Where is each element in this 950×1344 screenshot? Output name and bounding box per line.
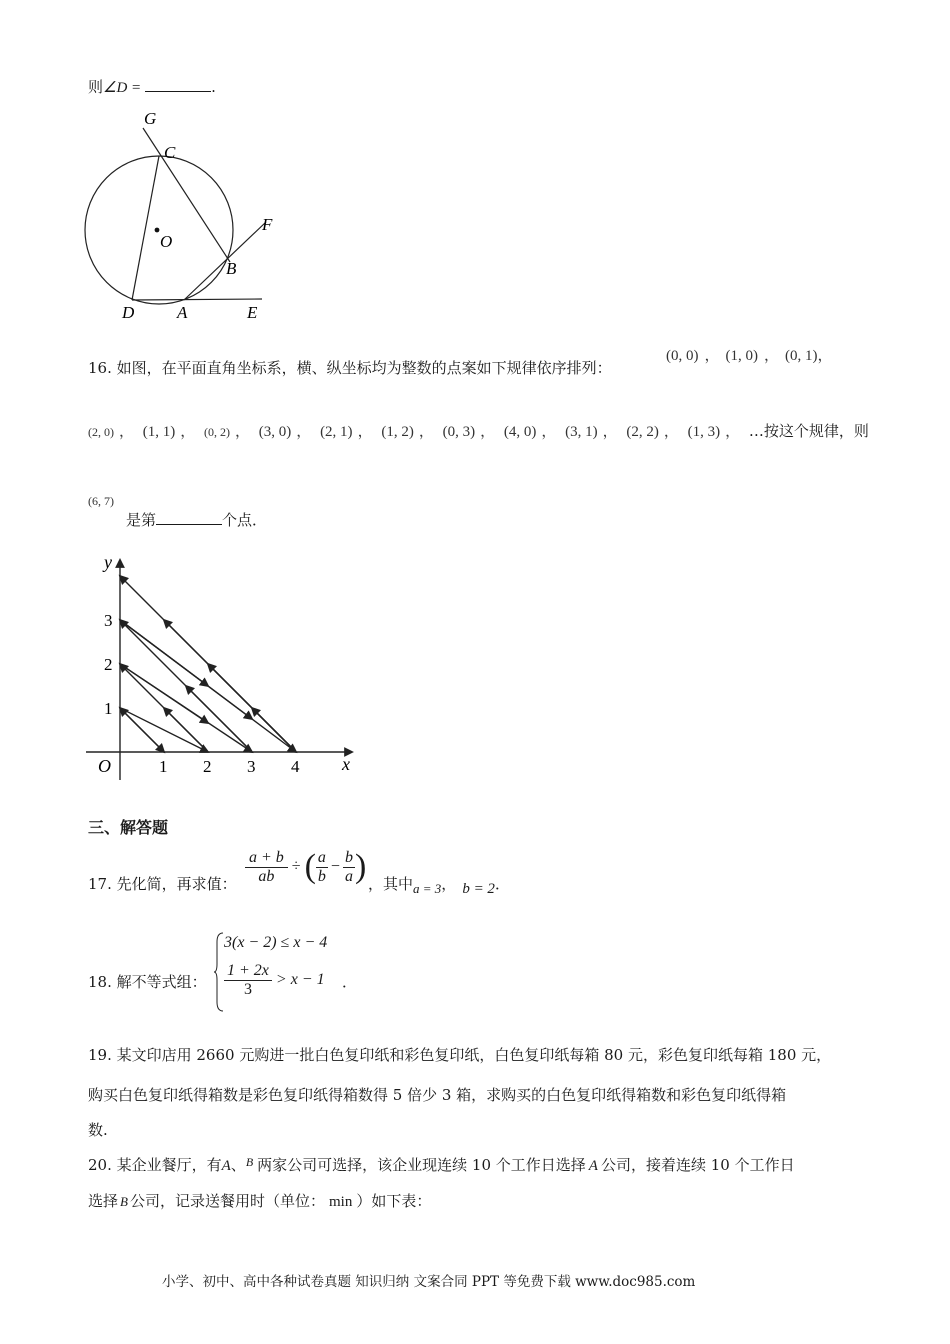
- seq-item: (0, 2): [204, 425, 231, 439]
- seq-sep: ，: [725, 424, 741, 440]
- q16-target: (6, 7): [88, 494, 114, 508]
- seq-sep: ，: [296, 424, 312, 440]
- q20-l2c: ）如下表：: [356, 1192, 432, 1210]
- point-o: [155, 228, 160, 233]
- y-tick: 1: [104, 699, 113, 718]
- q19-line2: 购买白色复印纸得箱数是彩色复印纸得箱数得 5 倍少 3 箱，求购买的白色复印纸得箱数和彩色复印纸得箱: [88, 1086, 787, 1104]
- q20-p3: 公司，接着连续 10 个工作日: [600, 1156, 795, 1174]
- q17-frac-ba: [343, 849, 355, 886]
- line-af: [184, 222, 266, 300]
- q18-frac-den: 3: [243, 981, 252, 998]
- seq-sep: ，: [602, 424, 618, 440]
- q18-frac: [224, 962, 272, 999]
- q15-figure: [80, 104, 290, 326]
- seq-item: (3, 0): [258, 424, 292, 440]
- q16-seq-first: [666, 344, 851, 365]
- q16-seq-row2: [88, 420, 869, 441]
- seq-item: (0, 1): [785, 348, 818, 364]
- origin-label: O: [98, 756, 111, 776]
- label-g: G: [144, 109, 157, 128]
- q17-frac-ab: [316, 849, 328, 886]
- seq-sep: ，: [480, 424, 496, 440]
- seq-sep: ，: [418, 424, 434, 440]
- q20-b: B: [245, 1155, 254, 1169]
- q17-lparen: (: [304, 848, 316, 885]
- y-tick: 2: [104, 655, 113, 674]
- label-f: F: [262, 215, 273, 234]
- q18-ineq2: [224, 962, 325, 999]
- seq-item: (1, 0): [725, 348, 759, 364]
- q17-c2: b = 2: [462, 881, 495, 897]
- q16-figure: [84, 552, 364, 786]
- seq-sep: ，: [235, 424, 251, 440]
- seq-sep: ，: [817, 348, 833, 364]
- seq-item: (0, 3): [442, 424, 476, 440]
- x-tick: 1: [159, 757, 168, 776]
- q18-ineq1: 3(x − 2) ≤ x − 4: [224, 934, 328, 951]
- q17-minus: −: [330, 857, 340, 875]
- seq-sep: ，: [704, 348, 720, 364]
- axis-y-label: y: [104, 552, 112, 572]
- seq-item: (1, 3): [687, 424, 721, 440]
- q16-l3-mid: 是第: [126, 511, 157, 529]
- q20-l2b: 公司，记录送餐用时（单位：: [129, 1192, 325, 1210]
- q20-p1: 20. 某企业餐厅，有: [88, 1156, 222, 1174]
- q20-a: A: [221, 1158, 231, 1174]
- axis-x-label: x: [342, 754, 350, 774]
- q17-den: ab: [258, 867, 275, 885]
- q17-frac-ba-num: b: [344, 848, 353, 866]
- seq-item: (4, 0): [503, 424, 537, 440]
- q18-end: ．: [342, 973, 358, 991]
- q17-frac-ba-den: a: [344, 867, 353, 885]
- seq-item: (1, 1): [142, 424, 176, 440]
- label-c: C: [164, 143, 176, 162]
- q17-frac-main: [245, 849, 288, 886]
- q17: [88, 848, 237, 898]
- q16-line1: [88, 358, 612, 378]
- seq-item: (1, 2): [381, 424, 414, 440]
- label-e: E: [247, 303, 258, 322]
- q20-line2: [88, 1191, 431, 1212]
- label-a: A: [177, 303, 188, 322]
- seq-sep: ，: [663, 424, 679, 440]
- q17-prefix: 17. 先化简，再求值：: [88, 875, 237, 893]
- q20-l2a: 选择: [88, 1192, 119, 1210]
- q15-prefix: 则: [88, 78, 104, 96]
- label-b: B: [226, 259, 237, 278]
- q17-condition: [368, 874, 510, 895]
- seq-sep: ，: [541, 424, 557, 440]
- label-o: O: [160, 232, 173, 251]
- x-tick: 3: [247, 757, 256, 776]
- q20-line1: [88, 1155, 795, 1176]
- q18-frac-num: 1 + 2x: [224, 962, 272, 981]
- line-gb: [143, 128, 230, 262]
- q17-frac-ab-num: a: [317, 848, 326, 866]
- q17-sep: ，: [441, 875, 457, 893]
- q17-rparen: ): [354, 848, 367, 885]
- q17-c1: a = 3: [413, 881, 442, 896]
- q16-l3-end: 个点．: [222, 511, 268, 529]
- q16-line3-text: [126, 510, 267, 530]
- seq-item: (2, 1): [320, 424, 353, 440]
- q20-p2: 两家公司可选择，该企业现连续 10 个工作日选择: [257, 1156, 586, 1174]
- q17-num: a + b: [245, 849, 288, 868]
- q16-blank: [156, 510, 222, 525]
- seq-item: (2, 0): [88, 425, 114, 439]
- line-de: [132, 299, 262, 300]
- path-arrows: [120, 576, 296, 752]
- brace-icon: [214, 932, 224, 1012]
- q20-dun: 、: [230, 1156, 246, 1174]
- q20-a2: A: [588, 1158, 598, 1174]
- q17-mid: ，其中: [368, 875, 414, 893]
- x-tick: 4: [291, 757, 300, 776]
- q20-unit: min: [328, 1194, 353, 1210]
- x-tick: 2: [203, 757, 212, 776]
- q17-div: ÷: [291, 857, 301, 875]
- q15-angle: ∠D =: [103, 80, 142, 96]
- q16-text1: 16. 如图，在平面直角坐标系，横、纵坐标均为整数的点案如下规律依序排列：: [88, 359, 612, 377]
- q19-line1: 19. 某文印店用 2660 元购进一批白色复印纸和彩色复印纸，白色复印纸每箱 80 元，彩色复印纸每箱 180 元，: [88, 1046, 832, 1064]
- q19-line3: 数.: [88, 1121, 108, 1139]
- seq-sep: ，: [180, 424, 196, 440]
- seq-sep: ，: [764, 348, 780, 364]
- q15-blank: [145, 77, 211, 92]
- line-cd: [132, 156, 159, 300]
- y-tick: 3: [104, 611, 113, 630]
- seq-sep: ，: [357, 424, 373, 440]
- section-heading: 三、解答题: [88, 818, 169, 837]
- page-footer: 小学、初中、高中各种试卷真题 知识归纳 文案合同 PPT 等免费下载 www.doc985.com: [162, 1274, 696, 1290]
- q17-end: ．: [494, 875, 510, 893]
- q18-ineq2-rhs: > x − 1: [275, 971, 325, 989]
- seq-item: (3, 1): [565, 424, 598, 440]
- q17-frac-ab-den: b: [317, 867, 326, 885]
- q17-expression: [245, 848, 366, 886]
- q16-line3: [88, 494, 114, 513]
- q16-row2-tail: …按这个规律，则: [748, 422, 869, 440]
- q18-prefix: 18. 解不等式组：: [88, 973, 207, 991]
- label-d: D: [122, 303, 135, 322]
- seq-item: (0, 0): [666, 348, 699, 364]
- seq-sep: ，: [119, 424, 135, 440]
- q20-b2: B: [120, 1194, 128, 1209]
- q15-suffix: .: [211, 78, 216, 96]
- q15-answer-line: [88, 77, 216, 98]
- seq-item: (2, 2): [626, 424, 659, 440]
